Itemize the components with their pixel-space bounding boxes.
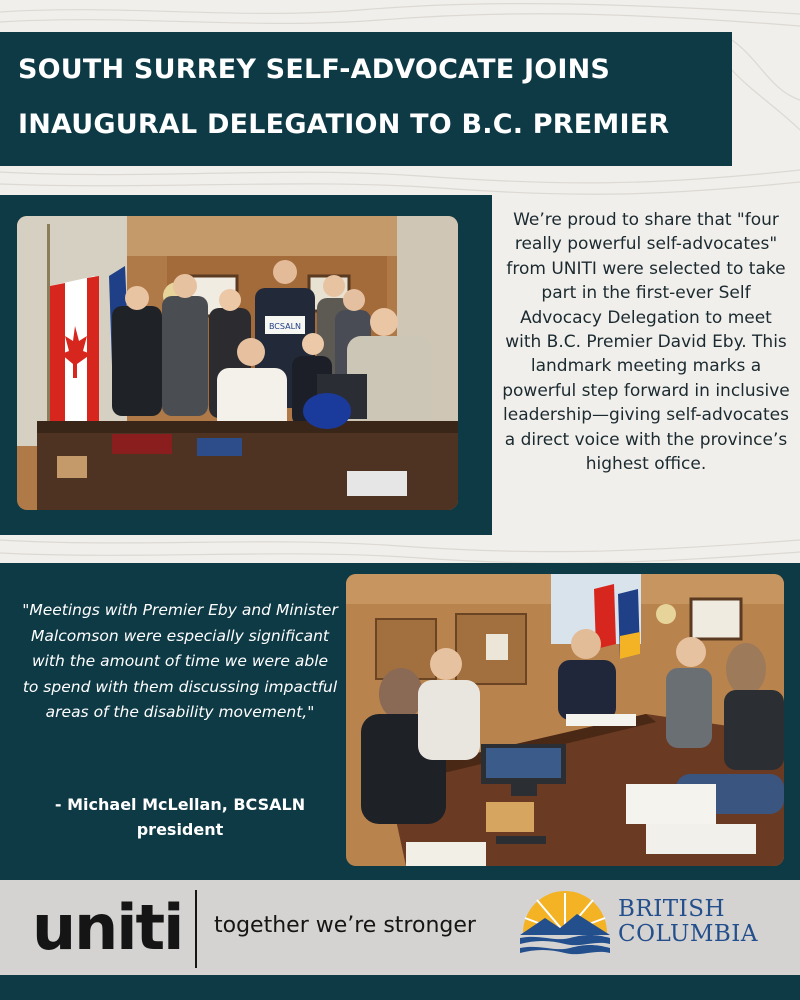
meeting-photo-illustration <box>346 574 784 866</box>
meeting-photo <box>346 574 784 866</box>
page-title-line-1: SOUTH SURREY SELF-ADVOCATE JOINS <box>18 54 611 85</box>
uniti-logo: uniti <box>32 891 183 964</box>
quote-attribution: - Michael McLellan, BCSALN president <box>54 795 306 839</box>
bc-line-1: BRITISH <box>618 896 726 922</box>
footer-bottom-bar <box>0 975 800 1000</box>
footer-divider <box>195 890 197 968</box>
bc-line-2: COLUMBIA <box>618 921 759 947</box>
intro-paragraph: We’re proud to share that "four really powerful self-advocates" from UNITI were selected to take part in the first-ever Self Advocacy Delegation to meet with B.C. Premier David Eby. This landmark meeting marks a powerful step forward in inclusive leadership—giving self-advocates a direct voice with the province’s highest office. <box>502 210 790 475</box>
banner-text: BCSALN <box>268 322 302 331</box>
quote-text: "Meetings with Premier Eby and Minister Malcomson were especially significant with the amount of time we were able to spend with them discussing impactful areas of the disability movement," <box>22 601 338 721</box>
title-banner <box>0 32 732 166</box>
group-photo <box>17 216 458 510</box>
bc-sun-mountains-icon <box>515 888 615 958</box>
group-photo-illustration <box>17 216 458 510</box>
page-title-line-2: INAUGURAL DELEGATION TO B.C. PREMIER <box>18 109 670 140</box>
tagline: together we’re stronger <box>214 913 476 938</box>
british-columbia-wordmark <box>618 897 758 947</box>
